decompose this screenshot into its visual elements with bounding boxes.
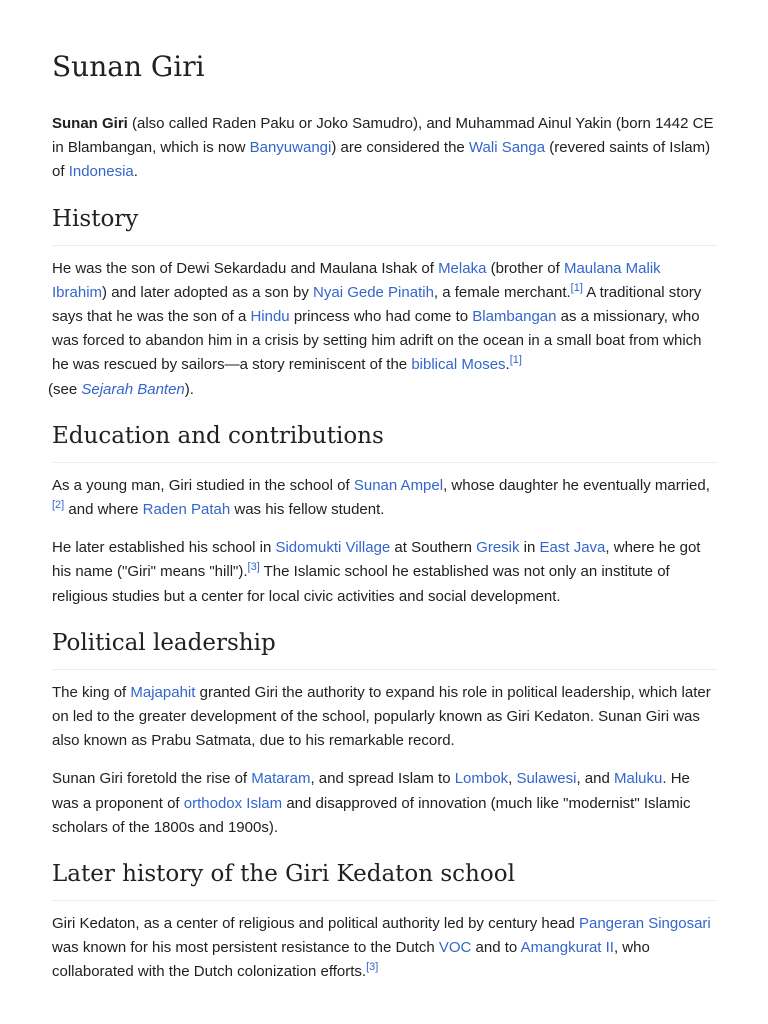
text: Giri Kedaton, as a center of religious and political authority led by century head xyxy=(52,915,579,933)
link-biblical-moses[interactable]: biblical Moses xyxy=(411,356,506,374)
text: The Islamic school he established was not only an institute of religious studies but a center for local civic activities and social development. xyxy=(52,563,670,605)
link-indonesia[interactable]: Indonesia xyxy=(68,163,134,181)
citation-link[interactable]: [1] xyxy=(570,281,583,294)
heading-later-history: Later history of the Giri Kedaton school xyxy=(52,859,717,901)
link-amangkurat-ii[interactable]: Amangkurat II xyxy=(520,939,614,957)
text: ) are considered the xyxy=(331,139,469,157)
text: (brother of xyxy=(486,259,564,277)
citation-link[interactable]: [3] xyxy=(247,561,260,574)
link-gresik[interactable]: Gresik xyxy=(476,539,520,557)
text: was his fellow student. xyxy=(230,501,385,519)
heading-history: History xyxy=(52,204,717,246)
link-mataram[interactable]: Mataram xyxy=(251,770,311,788)
heading-education: Education and contributions xyxy=(52,421,717,463)
text: , who collaborated with the Dutch colonization efforts. xyxy=(52,939,650,981)
text: , and xyxy=(576,770,614,788)
link-maulana-malik-ibrahim[interactable]: Maulana Malik Ibrahim xyxy=(52,259,661,301)
text: was known for his most persistent resistance to the Dutch xyxy=(52,939,439,957)
text: ) and later adopted as a son by xyxy=(102,283,314,301)
text: (revered saints of Islam) of xyxy=(52,139,711,181)
text: and to xyxy=(471,939,521,957)
link-sidomukti-village[interactable]: Sidomukti Village xyxy=(275,539,391,557)
text: as a missionary, who was forced to abandon him in a crisis by setting him adrift on the ocean in a small boat from which he was rescued by sailors—a story reminiscent of the xyxy=(52,308,702,374)
link-majapahit[interactable]: Majapahit xyxy=(130,683,196,701)
link-lombok[interactable]: Lombok xyxy=(454,770,509,788)
text: and where xyxy=(64,501,143,519)
link-wali-sanga[interactable]: Wali Sanga xyxy=(468,139,546,157)
text: . He was a proponent of xyxy=(52,770,690,812)
intro-paragraph xyxy=(52,112,717,185)
heading-political: Political leadership xyxy=(52,628,717,670)
text: He was the son of Dewi Sekardadu and Maulana Ishak of xyxy=(52,259,439,277)
link-east-java[interactable]: East Java xyxy=(539,539,606,557)
citation-1[interactable] xyxy=(510,354,522,366)
political-paragraph-1 xyxy=(52,681,717,754)
text: The king of xyxy=(52,683,131,701)
text: (see xyxy=(48,380,82,398)
education-paragraph-2 xyxy=(52,536,717,609)
article-content xyxy=(48,0,717,985)
link-sunan-ampel[interactable]: Sunan Ampel xyxy=(353,476,444,494)
text: (also called Raden Paku or Joko Samudro), and Muhammad Ainul Yakin (born 1442 CE in Blambangan, which is now xyxy=(52,115,714,157)
text: in xyxy=(519,539,540,557)
citation-link[interactable]: [2] xyxy=(52,499,65,512)
page-title: Sunan Giri xyxy=(52,50,205,83)
link-sulawesi[interactable]: Sulawesi xyxy=(516,770,577,788)
political-paragraph-2 xyxy=(52,767,717,840)
text: . xyxy=(505,356,510,374)
text: , whose daughter he eventually married, xyxy=(443,476,710,494)
link-raden-patah[interactable]: Raden Patah xyxy=(142,501,231,519)
subject-name: Sunan Giri xyxy=(52,115,128,132)
citation-2[interactable] xyxy=(52,499,64,511)
link-maluku[interactable]: Maluku xyxy=(614,770,663,788)
citation-link[interactable]: [3] xyxy=(366,961,379,974)
citation-3[interactable] xyxy=(366,961,378,973)
citation-link[interactable]: [1] xyxy=(509,354,522,367)
history-paragraph xyxy=(48,257,717,402)
text: , xyxy=(508,770,517,788)
text: granted Giri the authority to expand his role in political leadership, which later on led to the greater development of the school, popularly known as Giri Kedaton. Sunan Giri was also known as Prabu Satmata, due to his remarkable record. xyxy=(52,683,711,750)
link-hindu[interactable]: Hindu xyxy=(250,308,290,326)
text: princess who had come to xyxy=(289,308,473,326)
text: and disapproved of innovation (much like "modernist" Islamic scholars of the 1800s and 1900s). xyxy=(52,794,691,836)
text: As a young man, Giri studied in the school of xyxy=(52,476,354,494)
education-paragraph-1 xyxy=(52,474,717,522)
link-voc[interactable]: VOC xyxy=(438,939,472,957)
link-sejarah-banten[interactable]: Sejarah Banten xyxy=(81,380,185,398)
text: , where he got his name ("Giri" means "hill"). xyxy=(52,539,701,581)
text: A traditional story says that he was the son of a xyxy=(52,283,702,326)
link-orthodox-islam[interactable]: orthodox Islam xyxy=(183,794,283,812)
citation-3[interactable] xyxy=(248,561,260,573)
text: at Southern xyxy=(390,539,477,557)
text: , a female merchant. xyxy=(433,283,571,301)
later-history-paragraph xyxy=(52,912,717,985)
text: . xyxy=(133,163,138,181)
citation-1[interactable] xyxy=(571,282,583,294)
link-banyuwangi[interactable]: Banyuwangi xyxy=(249,139,332,157)
text: He later established his school in xyxy=(52,539,276,557)
text: , and spread Islam to xyxy=(310,770,455,788)
text: Sunan Giri foretold the rise of xyxy=(52,770,252,788)
text: ). xyxy=(184,380,194,398)
link-nyai-gede-pinatih[interactable]: Nyai Gede Pinatih xyxy=(313,283,434,301)
link-pangeran-singosari[interactable]: Pangeran Singosari xyxy=(578,915,711,933)
link-melaka[interactable]: Melaka xyxy=(438,259,487,277)
link-blambangan[interactable]: Blambangan xyxy=(472,308,557,326)
